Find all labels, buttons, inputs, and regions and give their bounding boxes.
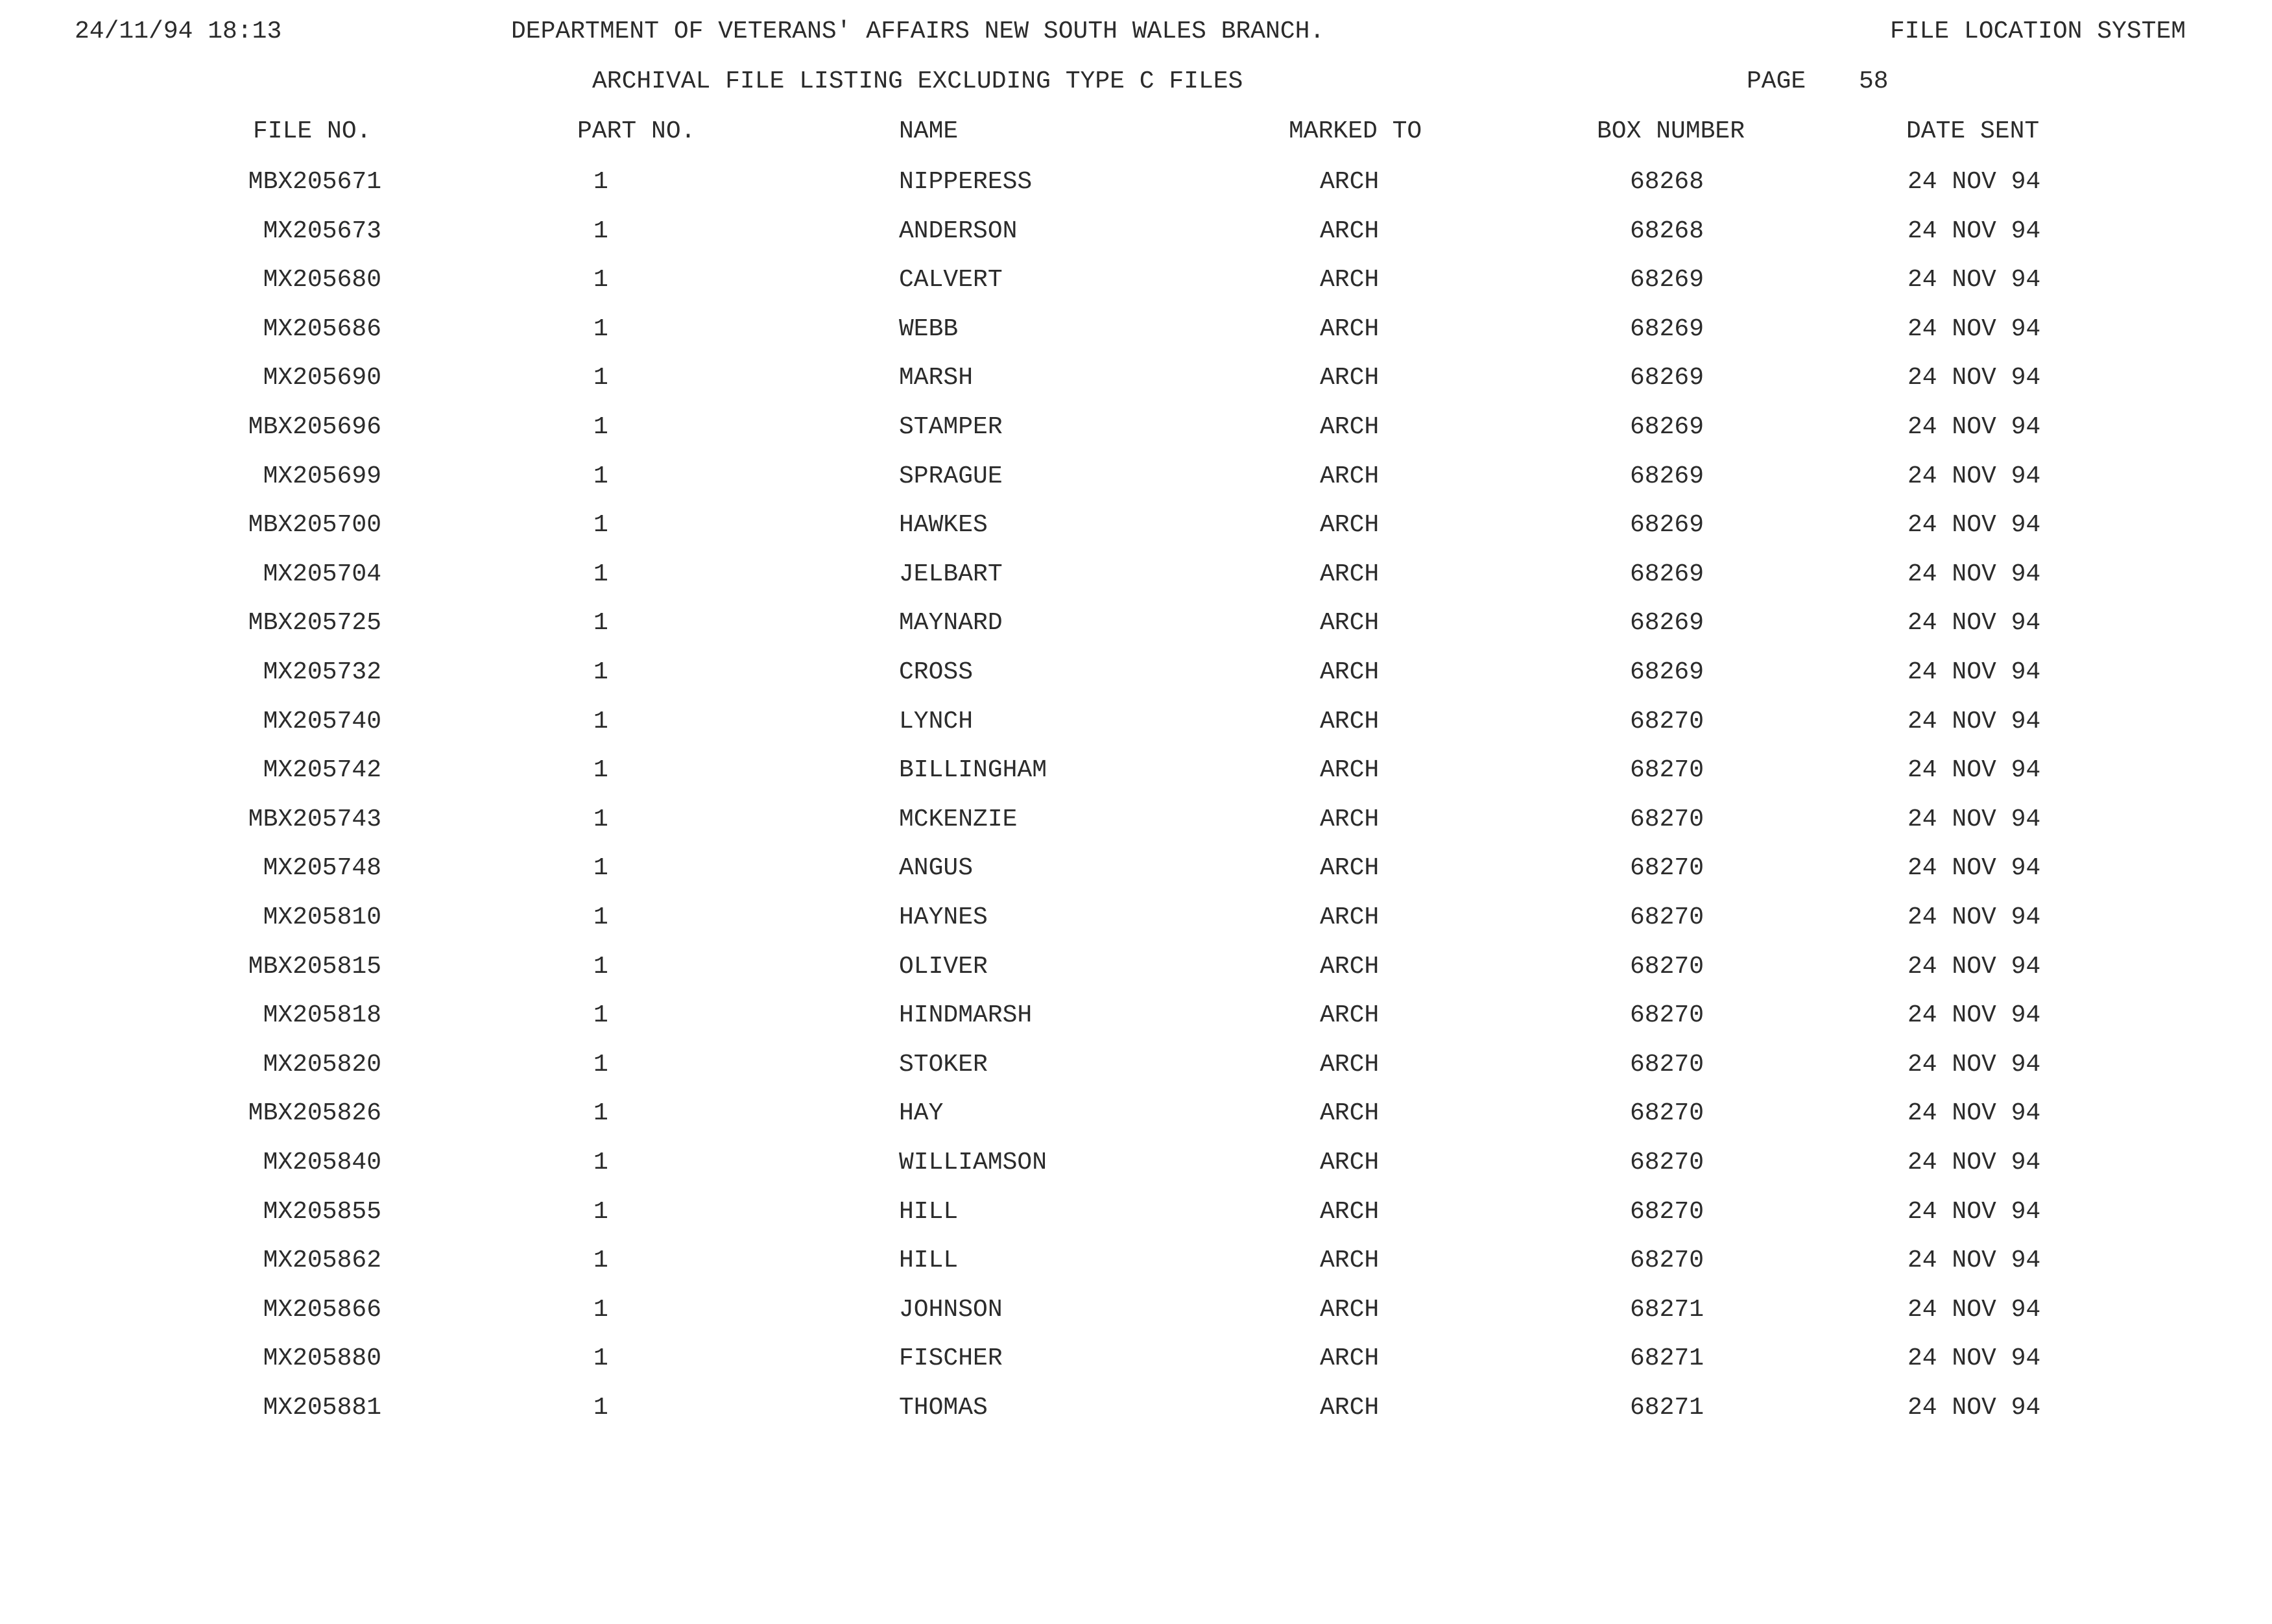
file-no-cell: MX205866	[263, 1296, 381, 1324]
name-cell: STOKER	[899, 1051, 988, 1079]
table-row	[0, 710, 2272, 758]
date-sent-cell: 24 NOV 94	[1907, 560, 2041, 588]
file-no-cell: MX205810	[263, 903, 381, 931]
table-row	[0, 513, 2272, 562]
part-no-cell: 1	[593, 1296, 608, 1324]
column-header-marked-to: MARKED TO	[1289, 117, 1422, 145]
file-no-cell: MX205740	[263, 708, 381, 735]
marked-to-cell: ARCH	[1320, 413, 1380, 441]
name-cell: HILL	[899, 1198, 959, 1226]
file-no-cell: MX205704	[263, 560, 381, 588]
name-cell: CROSS	[899, 658, 974, 686]
table-row	[0, 955, 2272, 1003]
file-no-cell: MX205673	[263, 217, 381, 245]
part-no-cell: 1	[593, 609, 608, 637]
name-cell: WEBB	[899, 315, 959, 343]
part-no-cell: 1	[593, 1344, 608, 1372]
date-sent-cell: 24 NOV 94	[1907, 315, 2041, 343]
date-sent-cell: 24 NOV 94	[1907, 1296, 2041, 1324]
date-sent-cell: 24 NOV 94	[1907, 854, 2041, 882]
part-no-cell: 1	[593, 854, 608, 882]
marked-to-cell: ARCH	[1320, 1296, 1380, 1324]
table-row	[0, 905, 2272, 954]
name-cell: CALVERT	[899, 266, 1003, 294]
date-sent-cell: 24 NOV 94	[1907, 217, 2041, 245]
table-row	[0, 1248, 2272, 1297]
box-number-cell: 68269	[1630, 315, 1704, 343]
part-no-cell: 1	[593, 1149, 608, 1176]
marked-to-cell: ARCH	[1320, 511, 1380, 539]
file-no-cell: MX205881	[263, 1394, 381, 1422]
name-cell: LYNCH	[899, 708, 974, 735]
table-row	[0, 1151, 2272, 1199]
box-number-cell: 68270	[1630, 953, 1704, 981]
table-row	[0, 219, 2272, 268]
box-number-cell: 68270	[1630, 708, 1704, 735]
name-cell: OLIVER	[899, 953, 988, 981]
table-row	[0, 464, 2272, 513]
name-cell: SPRAGUE	[899, 462, 1003, 490]
table-row	[0, 1003, 2272, 1052]
date-sent-cell: 24 NOV 94	[1907, 1247, 2041, 1274]
date-sent-cell: 24 NOV 94	[1907, 462, 2041, 490]
date-sent-cell: 24 NOV 94	[1907, 953, 2041, 981]
date-sent-cell: 24 NOV 94	[1907, 1394, 2041, 1422]
date-sent-cell: 24 NOV 94	[1907, 806, 2041, 833]
table-row	[0, 1053, 2272, 1101]
box-number-cell: 68270	[1630, 806, 1704, 833]
file-no-cell: MX205680	[263, 266, 381, 294]
table-row	[0, 611, 2272, 660]
marked-to-cell: ARCH	[1320, 1344, 1380, 1372]
marked-to-cell: ARCH	[1320, 315, 1380, 343]
table-row	[0, 1396, 2272, 1444]
table-row	[0, 415, 2272, 464]
file-no-cell: MBX205725	[248, 609, 381, 637]
department-title: DEPARTMENT OF VETERANS' AFFAIRS NEW SOUTH WALES BRANCH.	[511, 18, 1325, 45]
box-number-cell: 68270	[1630, 1198, 1704, 1226]
box-number-cell: 68269	[1630, 609, 1704, 637]
box-number-cell: 68270	[1630, 1001, 1704, 1029]
name-cell: HAYNES	[899, 903, 988, 931]
name-cell: STAMPER	[899, 413, 1003, 441]
part-no-cell: 1	[593, 658, 608, 686]
file-no-cell: MX205732	[263, 658, 381, 686]
marked-to-cell: ARCH	[1320, 266, 1380, 294]
column-header-part-no: PART NO.	[577, 117, 696, 145]
date-sent-cell: 24 NOV 94	[1907, 1198, 2041, 1226]
marked-to-cell: ARCH	[1320, 1247, 1380, 1274]
column-header-box-number: BOX NUMBER	[1597, 117, 1745, 145]
file-no-cell: MX205840	[263, 1149, 381, 1176]
table-row	[0, 317, 2272, 366]
box-number-cell: 68271	[1630, 1296, 1704, 1324]
box-number-cell: 68269	[1630, 266, 1704, 294]
part-no-cell: 1	[593, 168, 608, 196]
box-number-cell: 68269	[1630, 560, 1704, 588]
file-no-cell: MX205855	[263, 1198, 381, 1226]
box-number-cell: 68270	[1630, 903, 1704, 931]
marked-to-cell: ARCH	[1320, 708, 1380, 735]
part-no-cell: 1	[593, 266, 608, 294]
date-sent-cell: 24 NOV 94	[1907, 1001, 2041, 1029]
box-number-cell: 68270	[1630, 1051, 1704, 1079]
file-no-cell: MX205699	[263, 462, 381, 490]
box-number-cell: 68269	[1630, 364, 1704, 392]
name-cell: HILL	[899, 1247, 959, 1274]
file-no-cell: MX205862	[263, 1247, 381, 1274]
box-number-cell: 68269	[1630, 413, 1704, 441]
marked-to-cell: ARCH	[1320, 1051, 1380, 1079]
table-row	[0, 562, 2272, 611]
name-cell: FISCHER	[899, 1344, 1003, 1372]
part-no-cell: 1	[593, 903, 608, 931]
table-row	[0, 856, 2272, 905]
box-number-cell: 68271	[1630, 1394, 1704, 1422]
file-no-cell: MBX205826	[248, 1099, 381, 1127]
name-cell: HINDMARSH	[899, 1001, 1033, 1029]
file-no-cell: MBX205743	[248, 806, 381, 833]
table-row	[0, 1346, 2272, 1395]
system-title: FILE LOCATION SYSTEM	[1890, 18, 2186, 45]
date-sent-cell: 24 NOV 94	[1907, 1344, 2041, 1372]
marked-to-cell: ARCH	[1320, 1149, 1380, 1176]
column-header-name: NAME	[899, 117, 959, 145]
table-row	[0, 1298, 2272, 1346]
file-no-cell: MBX205671	[248, 168, 381, 196]
name-cell: HAWKES	[899, 511, 988, 539]
file-no-cell: MX205820	[263, 1051, 381, 1079]
date-sent-cell: 24 NOV 94	[1907, 511, 2041, 539]
name-cell: JOHNSON	[899, 1296, 1003, 1324]
part-no-cell: 1	[593, 1394, 608, 1422]
box-number-cell: 68270	[1630, 854, 1704, 882]
part-no-cell: 1	[593, 511, 608, 539]
marked-to-cell: ARCH	[1320, 903, 1380, 931]
table-row	[0, 268, 2272, 316]
marked-to-cell: ARCH	[1320, 364, 1380, 392]
table-row	[0, 170, 2272, 219]
box-number-cell: 68268	[1630, 168, 1704, 196]
marked-to-cell: ARCH	[1320, 1099, 1380, 1127]
marked-to-cell: ARCH	[1320, 953, 1380, 981]
file-no-cell: MBX205700	[248, 511, 381, 539]
date-sent-cell: 24 NOV 94	[1907, 756, 2041, 784]
part-no-cell: 1	[593, 806, 608, 833]
box-number-cell: 68270	[1630, 1247, 1704, 1274]
file-no-cell: MX205748	[263, 854, 381, 882]
part-no-cell: 1	[593, 953, 608, 981]
part-no-cell: 1	[593, 315, 608, 343]
date-sent-cell: 24 NOV 94	[1907, 364, 2041, 392]
page-label: PAGE	[1747, 67, 1806, 95]
box-number-cell: 68270	[1630, 756, 1704, 784]
file-no-cell: MBX205815	[248, 953, 381, 981]
name-cell: NIPPERESS	[899, 168, 1033, 196]
marked-to-cell: ARCH	[1320, 658, 1380, 686]
part-no-cell: 1	[593, 756, 608, 784]
file-no-cell: MX205818	[263, 1001, 381, 1029]
name-cell: MAYNARD	[899, 609, 1003, 637]
file-no-cell: MX205686	[263, 315, 381, 343]
name-cell: WILLIAMSON	[899, 1149, 1047, 1176]
date-sent-cell: 24 NOV 94	[1907, 1149, 2041, 1176]
part-no-cell: 1	[593, 462, 608, 490]
listing-title: ARCHIVAL FILE LISTING EXCLUDING TYPE C FILES	[592, 67, 1243, 95]
box-number-cell: 68268	[1630, 217, 1704, 245]
marked-to-cell: ARCH	[1320, 217, 1380, 245]
name-cell: MARSH	[899, 364, 974, 392]
marked-to-cell: ARCH	[1320, 168, 1380, 196]
part-no-cell: 1	[593, 364, 608, 392]
name-cell: JELBART	[899, 560, 1003, 588]
name-cell: ANDERSON	[899, 217, 1018, 245]
box-number-cell: 68269	[1630, 658, 1704, 686]
table-row	[0, 758, 2272, 807]
part-no-cell: 1	[593, 1051, 608, 1079]
table-row	[0, 366, 2272, 414]
name-cell: HAY	[899, 1099, 944, 1127]
date-sent-cell: 24 NOV 94	[1907, 168, 2041, 196]
name-cell: BILLINGHAM	[899, 756, 1047, 784]
marked-to-cell: ARCH	[1320, 462, 1380, 490]
name-cell: ANGUS	[899, 854, 974, 882]
table-row	[0, 1101, 2272, 1150]
box-number-cell: 68269	[1630, 511, 1704, 539]
date-sent-cell: 24 NOV 94	[1907, 708, 2041, 735]
part-no-cell: 1	[593, 217, 608, 245]
marked-to-cell: ARCH	[1320, 806, 1380, 833]
box-number-cell: 68270	[1630, 1099, 1704, 1127]
file-no-cell: MX205742	[263, 756, 381, 784]
date-sent-cell: 24 NOV 94	[1907, 609, 2041, 637]
marked-to-cell: ARCH	[1320, 854, 1380, 882]
marked-to-cell: ARCH	[1320, 1001, 1380, 1029]
table-row	[0, 660, 2272, 709]
date-sent-cell: 24 NOV 94	[1907, 658, 2041, 686]
name-cell: THOMAS	[899, 1394, 988, 1422]
date-sent-cell: 24 NOV 94	[1907, 413, 2041, 441]
column-header-file-no: FILE NO.	[253, 117, 372, 145]
part-no-cell: 1	[593, 1198, 608, 1226]
file-no-cell: MBX205696	[248, 413, 381, 441]
box-number-cell: 68270	[1630, 1149, 1704, 1176]
box-number-cell: 68269	[1630, 462, 1704, 490]
part-no-cell: 1	[593, 1247, 608, 1274]
marked-to-cell: ARCH	[1320, 756, 1380, 784]
file-no-cell: MX205880	[263, 1344, 381, 1372]
marked-to-cell: ARCH	[1320, 560, 1380, 588]
marked-to-cell: ARCH	[1320, 1394, 1380, 1422]
date-sent-cell: 24 NOV 94	[1907, 1099, 2041, 1127]
report-datetime: 24/11/94 18:13	[75, 18, 282, 45]
table-row	[0, 1200, 2272, 1248]
box-number-cell: 68271	[1630, 1344, 1704, 1372]
table-row	[0, 807, 2272, 856]
marked-to-cell: ARCH	[1320, 1198, 1380, 1226]
part-no-cell: 1	[593, 413, 608, 441]
date-sent-cell: 24 NOV 94	[1907, 903, 2041, 931]
marked-to-cell: ARCH	[1320, 609, 1380, 637]
part-no-cell: 1	[593, 708, 608, 735]
column-header-date-sent: DATE SENT	[1906, 117, 2040, 145]
date-sent-cell: 24 NOV 94	[1907, 1051, 2041, 1079]
part-no-cell: 1	[593, 560, 608, 588]
date-sent-cell: 24 NOV 94	[1907, 266, 2041, 294]
file-no-cell: MX205690	[263, 364, 381, 392]
part-no-cell: 1	[593, 1001, 608, 1029]
name-cell: MCKENZIE	[899, 806, 1018, 833]
page-number: 58	[1859, 67, 1889, 95]
part-no-cell: 1	[593, 1099, 608, 1127]
